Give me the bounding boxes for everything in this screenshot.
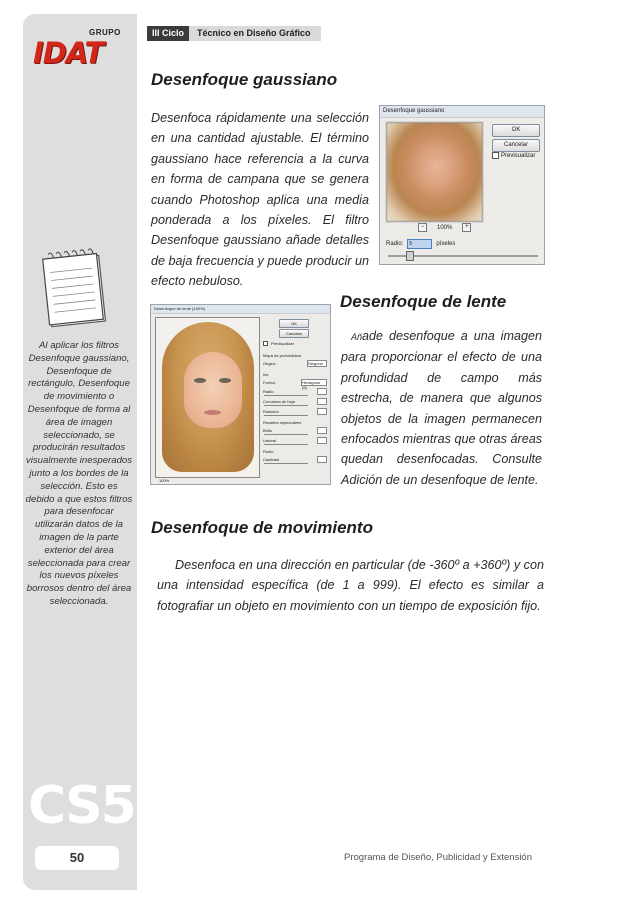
lens-noise-row <box>263 449 327 454</box>
lente-paragraph <box>341 326 542 490</box>
gauss-cancel-button[interactable]: Cancelar <box>492 139 540 152</box>
lens-threshold-input[interactable] <box>317 437 327 444</box>
lens-amount-row[interactable] <box>263 456 327 463</box>
lens-amount-slider[interactable] <box>264 463 308 464</box>
movimiento-heading: Desenfoque de movimiento <box>151 518 373 537</box>
lens-radius-input[interactable] <box>317 388 327 395</box>
zoom-out-button[interactable]: − <box>418 223 427 232</box>
lens-radius-row[interactable] <box>263 388 327 395</box>
movimiento-paragraph <box>157 555 544 616</box>
gauss-heading: Desenfoque gaussiano <box>151 70 338 89</box>
lens-threshold-slider[interactable] <box>264 444 308 445</box>
lens-specular-label: Resaltes especulares <box>263 420 302 425</box>
gauss-preview-image <box>386 122 483 222</box>
lens-blade-row[interactable] <box>263 398 327 405</box>
photo-hair <box>162 322 254 472</box>
lente-heading: Desenfoque de lente <box>340 292 507 311</box>
logo-brand-text: IDAT <box>33 36 104 70</box>
lens-preview-row[interactable] <box>263 341 327 346</box>
lens-zoom-level: 100% <box>159 478 170 483</box>
lens-shape-row[interactable] <box>263 379 327 390</box>
page-number: 50 <box>35 846 119 870</box>
lens-blade-slider[interactable] <box>264 405 308 406</box>
product-label: CS5 <box>28 776 135 836</box>
ciclo-label: III Ciclo <box>147 26 189 41</box>
gauss-ok-button[interactable]: OK <box>492 124 540 137</box>
logo-grupo-text: GRUPO <box>89 28 121 37</box>
gauss-slider-handle[interactable] <box>406 251 414 261</box>
sidebar-note: Al aplicar los filtros Desenfoque gaussiano, Desenfoque de rectángulo, Desenfoque de movimiento o Desenfoque de forma al área de imagen seleccionado, se producirán resultados visualmente inesperados junto a los bordes de la selección. Esto es debido a que estos filtros para desenfocar utilizarán datos de la imagen de la parte exterior del área seleccionada para crear los nuevos píxeles borrosos dentro del área seleccionada. <box>25 340 133 607</box>
lens-ok-button[interactable]: OK <box>279 319 309 328</box>
photo-eye-left <box>194 378 206 383</box>
lens-blade-input[interactable] <box>317 398 327 405</box>
lens-noise-label: Ruido <box>263 449 274 454</box>
lens-amount-label: Cantidad <box>263 457 280 462</box>
lens-brightness-slider[interactable] <box>264 434 308 435</box>
lente-text: ade desenfoque a una imagen para proporcionar el efecto de una profundidad de campo más estrecha, de manera que algunos objetos de la imagen permanecen enfocados mientras que otras áreas quedan desenfocadas. Consulte Adición de un desenfoque de lente. <box>341 329 542 487</box>
gauss-radius-row <box>386 239 455 249</box>
lens-source-select[interactable]: Ninguno <box>307 360 327 367</box>
checkbox-icon <box>263 341 268 346</box>
lens-shape-select[interactable]: Hexágono (6) <box>301 379 327 386</box>
checkbox-icon <box>492 152 499 159</box>
movimiento-text: Desenfoca en una dirección en particular (de -360º a +360º) y con una intensidad específica (de 1 a 999). El efecto es similar a fotografiar un objeto en movimiento con un tiempo de exposición fijo. <box>157 558 544 613</box>
lens-preview-label: Previsualizar <box>271 341 294 346</box>
gauss-preview-checkbox[interactable] <box>492 152 535 159</box>
gauss-radius-unit: píxeles <box>436 241 456 247</box>
gauss-radius-label: Radio: <box>386 241 404 247</box>
lens-depth-map-row <box>263 353 327 358</box>
footer-program: Programa de Diseño, Publicidad y Extensión <box>344 852 532 863</box>
lens-cancel-button[interactable]: Cancelar <box>279 329 309 338</box>
lens-dialog-title: Desenfoque de lente (100%) <box>151 305 330 314</box>
lens-depth-map-label: Mapa de profundidad <box>263 353 301 358</box>
lens-iris-row <box>263 372 327 377</box>
lens-shape-label: Forma: <box>263 380 276 385</box>
gauss-preview-label: Previsualizar <box>501 152 536 159</box>
idat-logo <box>31 24 125 68</box>
lens-dialog <box>150 304 331 485</box>
gauss-zoom-level: 100% <box>437 224 453 231</box>
lens-rotation-input[interactable] <box>317 408 327 415</box>
photo-mouth <box>204 410 221 415</box>
lens-threshold-row[interactable] <box>263 437 327 444</box>
header-tag <box>147 26 321 41</box>
gauss-radius-input[interactable]: 5 <box>407 239 432 249</box>
lens-rotation-row[interactable] <box>263 408 327 415</box>
lens-rotation-label: Rotación <box>263 409 279 414</box>
gauss-dialog <box>379 105 545 265</box>
lens-iris-label: Iris <box>263 372 269 377</box>
notepad-icon <box>40 248 110 330</box>
lens-source-row[interactable] <box>263 360 327 367</box>
gauss-zoom-controls <box>418 223 471 232</box>
lens-rotation-slider[interactable] <box>264 415 308 416</box>
gauss-paragraph: Desenfoca rápidamente una selección en una cantidad ajustable. El término gaussiano hace referencia a la curva en forma de campana que se genera cuando Photoshop aplica una media ponderada a los píxeles. El filtro Desenfoque gaussiano añade detalles de baja frecuencia y puede producir un efecto nebuloso. <box>151 111 369 289</box>
lens-brightness-row[interactable] <box>263 427 327 434</box>
lens-source-label: Origen: <box>263 361 277 366</box>
lens-specular-row <box>263 420 327 425</box>
lens-threshold-label: Umbral <box>263 438 276 443</box>
carrera-label: Técnico en Diseño Gráfico <box>189 26 321 41</box>
photo-eye-right <box>219 378 231 383</box>
lente-lead: Añ <box>351 332 363 342</box>
zoom-in-button[interactable]: + <box>462 223 471 232</box>
lens-preview-photo <box>155 317 260 478</box>
lens-radius-slider[interactable] <box>264 395 308 396</box>
photo-face <box>184 352 242 428</box>
gauss-dialog-title: Desenfoque gaussiano <box>380 106 544 118</box>
lens-amount-input[interactable] <box>317 456 327 463</box>
lens-brightness-label: Brillo <box>263 428 272 433</box>
lens-blade-label: Curvatura de hoja <box>263 399 295 404</box>
lens-brightness-input[interactable] <box>317 427 327 434</box>
lens-radius-label: Radio <box>263 389 274 394</box>
